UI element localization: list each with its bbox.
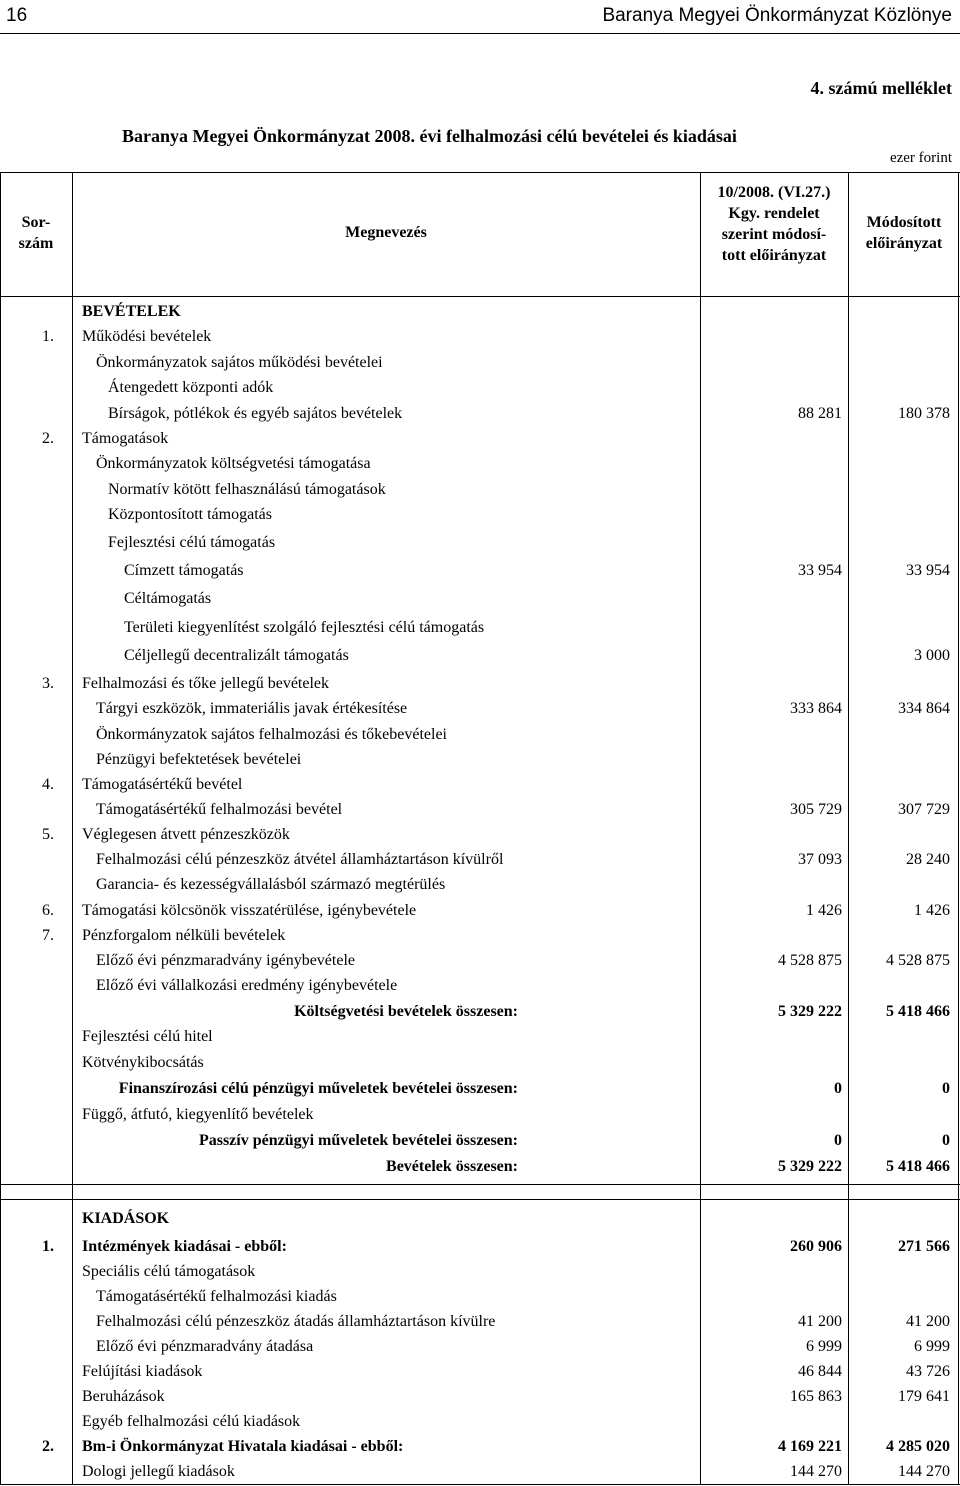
table-row: [0, 375, 960, 400]
modified-appropriation-value: 5 418 466: [886, 1158, 950, 1175]
row-number: 1.: [42, 1238, 54, 1255]
unit-label: ezer forint: [889, 150, 952, 166]
original-appropriation-value: 4 528 875: [778, 952, 842, 969]
table-row: [0, 722, 960, 747]
table-row: [0, 1434, 960, 1459]
row-number: 1.: [42, 328, 54, 345]
row-label: BEVÉTELEK: [82, 303, 181, 320]
original-appropriation-value: 165 863: [790, 1388, 842, 1405]
original-appropriation-value: 260 906: [790, 1238, 842, 1255]
original-appropriation-value: 0: [834, 1132, 842, 1149]
row-label: Önkormányzatok költségvetési támogatása: [96, 455, 371, 472]
grid-bottom-line: [0, 1484, 960, 1485]
row-label: Önkormányzatok sajátos felhalmozási és tőkebevételei: [96, 726, 447, 743]
row-label: Céljellegű decentralizált támogatás: [124, 647, 349, 664]
row-label: Bevételek összesen:: [386, 1158, 518, 1175]
table-row: [0, 948, 960, 973]
grid-top-line: [0, 172, 960, 173]
original-appropriation-value: 33 954: [798, 562, 842, 579]
row-number: 6.: [42, 902, 54, 919]
original-appropriation-value: 88 281: [798, 405, 842, 422]
original-appropriation-value: 305 729: [790, 801, 842, 818]
row-label: Önkormányzatok sajátos működési bevételei: [96, 354, 383, 371]
table-row: [0, 973, 960, 998]
page-header: [0, 0, 960, 36]
modified-appropriation-value: 334 864: [898, 700, 950, 717]
table-row: [0, 1309, 960, 1334]
table-row: [0, 426, 960, 451]
original-appropriation-value: 5 329 222: [778, 1158, 842, 1175]
modified-appropriation-value: 0: [942, 1132, 950, 1149]
table-row: [0, 1334, 960, 1359]
row-number: 5.: [42, 826, 54, 843]
table-row: [0, 401, 960, 426]
modified-appropriation-value: 3 000: [914, 647, 950, 664]
row-label: Céltámogatás: [124, 590, 212, 607]
row-label: Költségvetési bevételek összesen:: [294, 1003, 518, 1020]
row-label: Dologi jellegű kiadások: [82, 1463, 235, 1480]
table-row: [0, 530, 960, 555]
row-label: Támogatásértékű felhalmozási kiadás: [96, 1288, 337, 1305]
table-row: [0, 586, 960, 611]
row-label: Beruházások: [82, 1388, 165, 1405]
modified-appropriation-value: 28 240: [906, 851, 950, 868]
modified-appropriation-value: 271 566: [898, 1238, 950, 1255]
table-row: [0, 324, 960, 349]
table-row: [0, 1076, 960, 1101]
row-label: Fejlesztési célú hitel: [82, 1028, 213, 1045]
row-label: Kötvénykibocsátás: [82, 1054, 204, 1071]
table-row: [0, 1180, 960, 1205]
table-row: [0, 477, 960, 502]
modified-appropriation-value: 43 726: [906, 1363, 950, 1380]
row-label: Működési bevételek: [82, 328, 212, 345]
modified-appropriation-value: 307 729: [898, 801, 950, 818]
row-label: Előző évi pénzmaradvány átadása: [96, 1338, 314, 1355]
row-label: Intézmények kiadásai - ebből:: [82, 1238, 287, 1255]
table-row: [0, 847, 960, 872]
row-label: Pénzforgalom nélküli bevételek: [82, 927, 286, 944]
table-row: [0, 1024, 960, 1049]
table-row: [0, 1359, 960, 1384]
row-label: Támogatásértékű bevétel: [82, 776, 243, 793]
row-label: Támogatások: [82, 430, 169, 447]
grid-header-line: [0, 296, 960, 297]
original-appropriation-value: 4 169 221: [778, 1438, 842, 1455]
table-row: [0, 1154, 960, 1179]
modified-appropriation-value: 33 954: [906, 562, 950, 579]
table-row: [0, 696, 960, 721]
original-appropriation-value: 1 426: [806, 902, 842, 919]
original-appropriation-value: 37 093: [798, 851, 842, 868]
table-row: [0, 872, 960, 897]
original-appropriation-value: 6 999: [806, 1338, 842, 1355]
original-appropriation-value: 46 844: [798, 1363, 842, 1380]
row-label: Támogatásértékű felhalmozási bevétel: [96, 801, 343, 818]
table-row: [0, 671, 960, 696]
table-row: [0, 797, 960, 822]
modified-appropriation-value: 41 200: [906, 1313, 950, 1330]
row-label: Véglegesen átvett pénzeszközök: [82, 826, 290, 843]
row-label: Központosított támogatás: [108, 506, 272, 523]
modified-appropriation-value: 144 270: [898, 1463, 950, 1480]
modified-appropriation-value: 5 418 466: [886, 1003, 950, 1020]
row-label: Finanszírozási célú pénzügyi műveletek bevételei összesen:: [118, 1080, 518, 1097]
original-appropriation-value: 0: [834, 1080, 842, 1097]
table-row: [0, 898, 960, 923]
table-row: [0, 1259, 960, 1284]
table-row: [0, 1459, 960, 1484]
row-label: Garancia- és kezességvállalásból származó megtérülés: [96, 876, 446, 893]
row-label: Előző évi pénzmaradvány igénybevétele: [96, 952, 355, 969]
table-row: [0, 451, 960, 476]
row-label: Bírságok, pótlékok és egyéb sajátos bevételek: [108, 405, 403, 422]
original-appropriation-value: 41 200: [798, 1313, 842, 1330]
table-row: [0, 615, 960, 640]
header-rule: [0, 33, 960, 34]
row-label: Fejlesztési célú támogatás: [108, 534, 276, 551]
table-row: [0, 502, 960, 527]
modified-appropriation-value: 1 426: [914, 902, 950, 919]
row-label: Tárgyi eszközök, immateriális javak értékesítése: [96, 700, 408, 717]
modified-appropriation-value: 180 378: [898, 405, 950, 422]
table-row: [0, 999, 960, 1024]
row-label: Előző évi vállalkozási eredmény igénybevétele: [96, 977, 398, 994]
table-row: [0, 1102, 960, 1127]
row-label: Átengedett központi adók: [108, 379, 274, 396]
col-header-name: Megnevezés: [345, 224, 427, 241]
table-row: [0, 299, 960, 324]
table-row: [0, 822, 960, 847]
row-label: Támogatási kölcsönök visszatérülése, igénybevétele: [82, 902, 417, 919]
row-label: Egyéb felhalmozási célú kiadások: [82, 1413, 301, 1430]
row-label: Pénzügyi befektetések bevételei: [96, 751, 302, 768]
annex-label: 4. számú melléklet: [810, 78, 952, 98]
document-title: Baranya Megyei Önkormányzat 2008. évi felhalmozási célú bevételei és kiadásai: [122, 126, 737, 146]
row-number: 3.: [42, 675, 54, 692]
table-row: [0, 747, 960, 772]
row-label: KIADÁSOK: [82, 1210, 170, 1227]
row-label: Függő, átfutó, kiegyenlítő bevételek: [82, 1106, 314, 1123]
table-row: [0, 1206, 960, 1231]
table-row: [0, 1284, 960, 1309]
table-row: [0, 350, 960, 375]
row-label: Felhalmozási és tőke jellegű bevételek: [82, 675, 330, 692]
row-label: Bm-i Önkormányzat Hivatala kiadásai - ebből:: [82, 1438, 404, 1455]
row-label: Területi kiegyenlítést szolgáló fejlesztési célú támogatás: [124, 619, 485, 636]
modified-appropriation-value: 6 999: [914, 1338, 950, 1355]
row-label: Címzett támogatás: [124, 562, 244, 579]
modified-appropriation-value: 4 285 020: [886, 1438, 950, 1455]
row-number: 7.: [42, 927, 54, 944]
row-label: Speciális célú támogatások: [82, 1263, 256, 1280]
table-row: [0, 772, 960, 797]
row-label: Felhalmozási célú pénzeszköz átadás államháztartáson kívülre: [96, 1313, 496, 1330]
col-header-modified: Módosított előirányzat: [865, 214, 943, 252]
original-appropriation-value: 5 329 222: [778, 1003, 842, 1020]
table-row: [0, 923, 960, 948]
modified-appropriation-value: 4 528 875: [886, 952, 950, 969]
row-number: 4.: [42, 776, 54, 793]
table-row: [0, 558, 960, 583]
table-row: [0, 1128, 960, 1153]
row-label: Normatív kötött felhasználású támogatások: [108, 481, 386, 498]
original-appropriation-value: 144 270: [790, 1463, 842, 1480]
table-row: [0, 643, 960, 668]
modified-appropriation-value: 179 641: [898, 1388, 950, 1405]
table-row: [0, 1384, 960, 1409]
table-row: [0, 1050, 960, 1075]
row-label: Felhalmozási célú pénzeszköz átvétel államháztartáson kívülről: [96, 851, 504, 868]
row-number: 2.: [42, 1438, 54, 1455]
col-header-number: Sor- szám: [18, 214, 54, 252]
page-number: 16: [6, 5, 28, 26]
table-row: [0, 1409, 960, 1434]
row-number: 2.: [42, 430, 54, 447]
row-label: Felújítási kiadások: [82, 1363, 203, 1380]
modified-appropriation-value: 0: [942, 1080, 950, 1097]
col-header-original: 10/2008. (VI.27.) Kgy. rendelet szerint módosí- tott előirányzat: [717, 184, 831, 264]
row-label: Passzív pénzügyi műveletek bevételei összesen:: [198, 1132, 518, 1149]
original-appropriation-value: 333 864: [790, 700, 842, 717]
publication-title: Baranya Megyei Önkormányzat Közlönye: [602, 5, 952, 26]
table-row: [0, 1234, 960, 1259]
